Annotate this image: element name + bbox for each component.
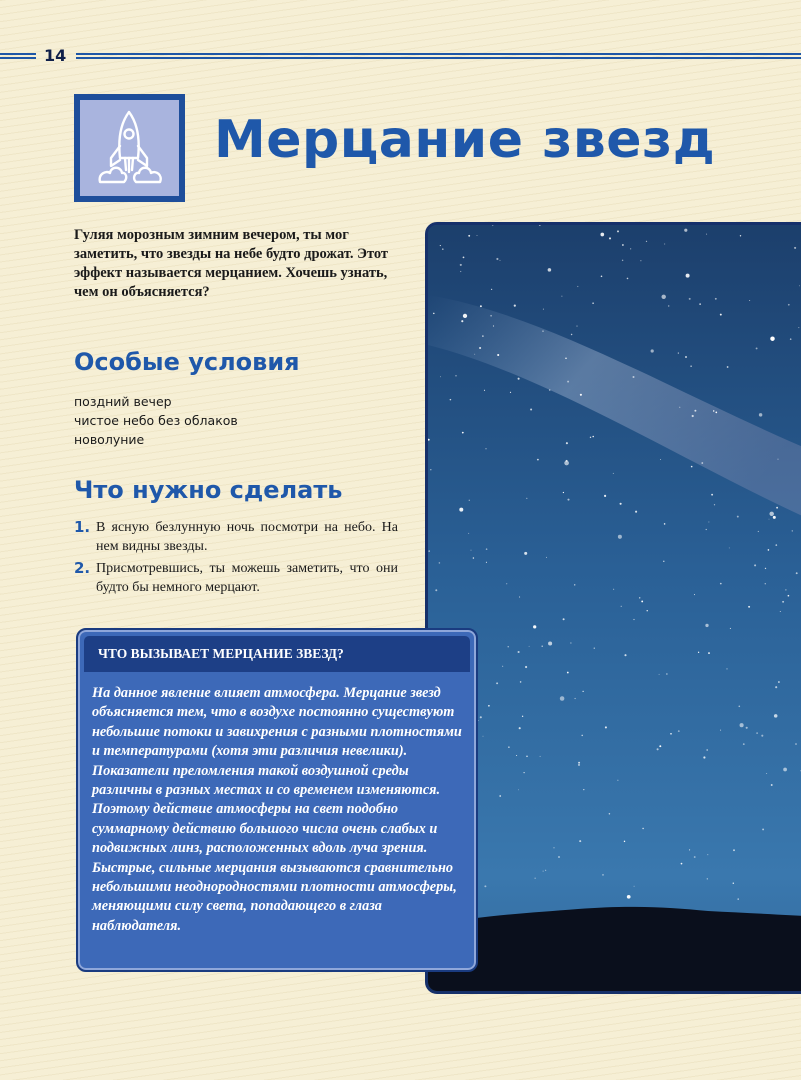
star [640,260,641,261]
header-rule-left [0,53,36,59]
star [508,646,509,647]
star [592,436,594,438]
star [686,274,690,278]
star [708,522,709,523]
star [689,849,690,850]
star [707,878,708,879]
star [714,504,715,505]
star [737,898,738,899]
star [518,651,520,653]
info-box-heading: ЧТО ВЫЗЫВАЕТ МЕРЦАНИЕ ЗВЕЗД? [84,636,470,672]
star [681,863,683,865]
star [622,260,623,261]
star [433,313,435,315]
star [460,271,461,272]
star [463,314,467,318]
star [592,302,594,304]
star [694,856,696,858]
star [506,583,507,584]
step-text: В ясную безлунную ночь посмотри на небо. На нем видны звезды. [96,520,398,554]
step-number: 1. [74,518,91,536]
star [632,376,634,378]
condition-item: новолуние [74,432,145,447]
star [740,235,741,236]
star [563,492,564,493]
star [609,237,611,239]
star [783,768,787,772]
star [738,705,740,707]
star [461,320,463,322]
condition-item: чистое небо без облаков [74,413,238,428]
star [639,597,640,598]
star [545,870,546,871]
conditions-heading: Особые условия [74,348,300,376]
star [646,241,647,242]
star [689,298,691,300]
star [430,469,431,470]
star [583,789,584,790]
star [613,589,614,590]
star [526,498,527,499]
star [782,601,784,603]
page-title: Мерцание звезд [214,110,716,170]
star [770,336,774,340]
star [428,550,430,552]
star [692,415,694,417]
star [773,516,776,519]
star [574,698,575,699]
star [613,473,614,474]
star [523,772,524,773]
star [775,686,777,688]
conditions-list [74,392,238,449]
star [737,516,739,518]
star [496,258,498,260]
star [765,583,766,584]
star [548,268,552,272]
star [641,600,643,602]
star [594,647,595,648]
star [627,895,631,899]
star [621,606,622,607]
star [459,508,463,512]
star [733,849,735,851]
star [701,462,703,464]
star [485,448,486,449]
star [790,338,792,340]
star [769,512,773,516]
star [518,789,519,790]
star [567,381,569,383]
star [502,666,503,667]
star [601,276,603,278]
star [620,503,622,505]
star [777,459,778,460]
star [542,330,543,331]
star [715,412,717,414]
star [549,389,551,391]
star [561,296,562,297]
star [617,230,619,232]
star [576,326,577,327]
star [661,295,665,299]
star [480,305,482,307]
star [768,549,770,551]
star [746,727,748,729]
star [708,652,710,654]
star [600,233,604,237]
star [756,732,758,734]
star [633,619,634,620]
star [776,507,778,509]
star [796,572,798,574]
star [524,552,527,555]
star [795,743,797,745]
star [488,705,490,707]
star [514,305,516,307]
star [567,672,569,674]
star [713,410,714,411]
star [537,459,539,461]
star [526,755,528,757]
star [666,673,667,674]
star [473,557,475,559]
star [529,646,530,647]
star [794,247,796,249]
star [690,366,691,367]
star [477,235,478,236]
star [698,652,699,653]
star [604,495,606,497]
star [774,714,778,718]
star [484,390,485,391]
night-sky-photo [425,222,801,994]
header-rule-right [76,53,801,59]
star [694,410,696,412]
star [678,730,680,732]
star [678,353,679,354]
star [581,735,583,737]
star [706,529,707,530]
star [578,762,580,764]
star [486,562,487,563]
star [609,813,611,815]
star [574,584,575,585]
star [490,315,492,317]
star [617,780,618,781]
star [766,773,767,774]
step-text: Присмотревшись, ты можешь заметить, что они будто бы немного мерцают. [96,561,398,595]
star [439,562,441,564]
step-item [74,518,398,556]
star [775,544,777,546]
star [754,564,756,566]
star [535,878,536,879]
star [748,606,750,608]
star [469,500,470,501]
star [642,828,643,829]
star [486,548,488,550]
star [630,248,631,249]
star [471,550,472,551]
star [759,413,762,416]
star [749,300,750,301]
star [541,645,542,646]
star [468,235,470,237]
star [715,298,717,300]
star [543,871,544,872]
star [482,335,483,336]
star [761,735,763,737]
star [785,589,786,590]
star [590,437,591,438]
star [720,583,722,585]
condition-item: поздний вечер [74,394,172,409]
star [519,596,520,597]
star [765,568,766,569]
star [627,278,629,280]
star [711,494,713,496]
star [798,327,799,328]
star [762,828,764,830]
star [707,854,708,855]
star [530,408,532,410]
steps-list [74,518,398,600]
star [563,618,565,620]
star [579,840,581,842]
star [788,304,790,306]
steps-heading: Что нужно сделать [74,476,343,504]
star [684,229,687,232]
star [635,511,637,513]
star [668,305,669,306]
star [566,442,568,444]
star [780,611,781,612]
star [664,244,665,245]
intro-text: Гуляя морозным зимним вечером, ты мог заметить, что звезды на небе будто дрожат. Этот эффект называется мерцанием. Хочешь узнать, чем он объясняется? [74,227,389,300]
star [705,624,708,627]
star [769,519,770,520]
star [519,727,521,729]
star [500,260,501,261]
star [450,399,452,401]
star [525,666,527,668]
star [474,354,475,355]
star [605,726,607,728]
star [435,589,437,591]
star [499,795,501,797]
star [727,366,729,368]
star [520,681,522,683]
star [565,358,567,360]
star [548,641,552,645]
star [720,314,722,316]
star [651,349,654,352]
star [518,378,520,380]
star [583,691,584,692]
star [480,716,482,718]
star [567,499,569,501]
star [706,234,707,235]
star [460,264,462,266]
info-box [76,628,478,972]
star [622,244,624,246]
star [659,745,661,747]
star [468,533,469,534]
step-item [74,559,398,597]
star [758,531,759,532]
star [492,225,493,226]
star [792,530,793,531]
star [624,841,625,842]
star [508,746,510,748]
star [624,654,626,656]
star [799,285,800,286]
star [455,375,457,377]
star [496,682,498,684]
star [533,625,536,628]
star [699,303,700,304]
star [778,681,780,683]
star [560,696,565,701]
star [733,882,734,883]
star [634,886,635,887]
star [679,407,680,408]
star [740,723,744,727]
star [788,595,790,597]
star [691,466,693,468]
star [659,674,660,675]
star [558,856,560,858]
star [578,764,580,766]
star [516,755,517,756]
star [493,325,494,326]
star [491,289,492,290]
star [647,610,648,611]
star [484,885,486,887]
star [440,376,441,377]
star [571,334,572,335]
star [522,716,523,717]
page-number: 14 [44,46,67,65]
star [771,784,773,786]
step-number: 2. [74,559,91,577]
star [462,432,464,434]
star [720,730,721,731]
star [543,309,544,310]
star [660,459,661,460]
star [510,392,511,393]
star [479,347,481,349]
star [483,736,484,737]
star [756,347,758,349]
star [670,733,672,735]
star [729,547,730,548]
star [463,257,465,259]
star [706,749,708,751]
star [685,356,687,358]
star [546,557,547,558]
star [726,668,727,669]
star [703,756,705,758]
rocket-icon [74,94,185,202]
star [618,535,622,539]
info-box-text: На данное явление влияет атмосфера. Мерцание звезд объясняется тем, что в воздухе постоянно существуют небольшие потоки и завихрения с разными плотностями и температурами (хотя эти различия невелики). Показатели преломления такой воздушной среды различны в разных местах и со временем изменяются. Поэтому действие атмосферы на свет подобно суммарному действию большого числа очень слабых и подвижных линз, расположенных вдоль луча зрения. Быстрые, сильные мерцания вызываются сравнительно небольшими неоднородностями плотности атмосферы, меняющими силу света, попадающего в глаза наблюдателя. [92,685,462,934]
star [657,748,659,750]
star [440,245,441,246]
star [694,594,695,595]
star [577,286,578,287]
star [730,628,731,629]
star [497,354,499,356]
star [566,460,568,462]
star [540,756,541,757]
star [570,642,571,643]
star [664,523,666,525]
star [442,248,444,250]
star [602,874,603,875]
star [663,561,664,562]
star [553,847,554,848]
star [580,394,582,396]
star [743,743,745,745]
